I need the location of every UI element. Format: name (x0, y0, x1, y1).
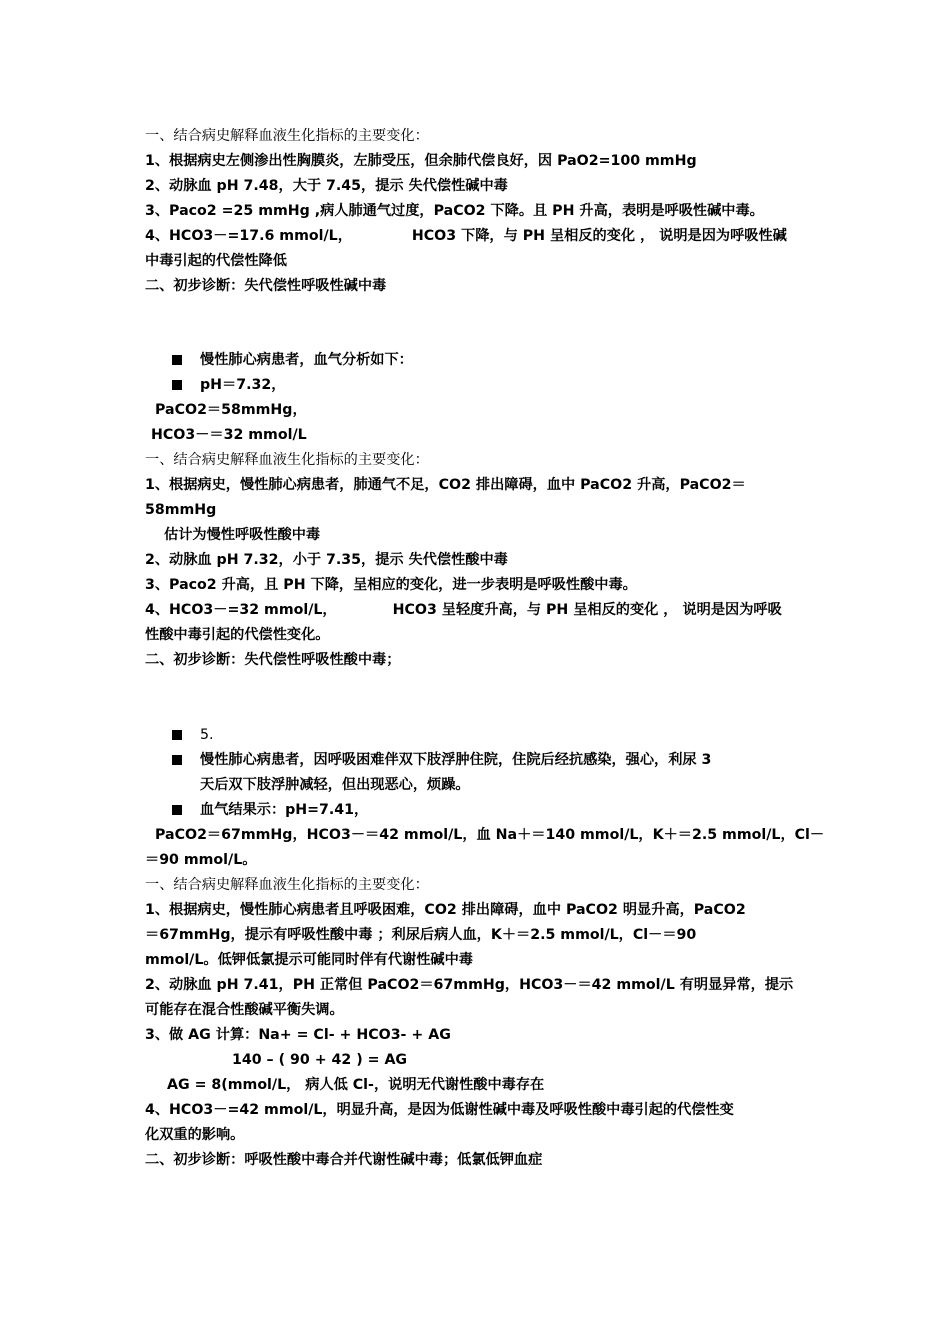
case2-item-1: 1、根据病史，慢性肺心病患者，肺通气不足，CO2 排出障碍，血中 PaCO2 升高，PaCO2＝ (145, 477, 746, 493)
case3-results: 血气结果示：pH=7.41， (200, 802, 369, 818)
case2-paco2: PaCO2＝58mmHg， (155, 402, 307, 418)
bullet-marker (172, 730, 182, 740)
case3-item-3: 3、做 AG 计算：Na+ = Cl- + HCO3- + AG (145, 1027, 451, 1043)
case3-history: 慢性肺心病患者，因呼吸困难伴双下肢浮肿住院，住院后经抗感染，强心，利尿 3 (200, 752, 712, 768)
case3-item-3-calculation: 140 – ( 90 + 42 ) = AG (232, 1052, 408, 1068)
case2-item-4-values: 4、HCO3－=32 mmol/L， (145, 602, 337, 618)
bullet-marker (172, 355, 182, 365)
case3-item-1: 1、根据病史，慢性肺心病患者且呼吸困难，CO2 排出障碍，血中 PaCO2 明显升高，PaCO2 (145, 902, 746, 918)
case1-item-4 (145, 226, 810, 246)
case2-section-heading: 一、结合病史解释血液生化指标的主要变化： (145, 452, 429, 468)
case2-hco3: HCO3－＝32 mmol/L (151, 427, 307, 443)
case3-item-4-continued: 化双重的影响。 (145, 1127, 245, 1143)
case3-item-3-result: AG = 8(mmol/L， 病人低 Cl-，说明无代谢性酸中毒存在 (167, 1077, 545, 1093)
case1-item-1: 1、根据病史左侧渗出性胸膜炎，左肺受压，但余肺代偿良好，因 PaO2=100 mmHg (145, 153, 697, 169)
case2-item-4 (145, 600, 810, 620)
case3-item-1-line-3: mmol/L。低钾低氯提示可能同时伴有代谢性碱中毒 (145, 952, 473, 968)
case1-diagnosis: 二、初步诊断：失代偿性呼吸性碱中毒 (145, 278, 387, 294)
case2-item-3: 3、Paco2 升高，且 PH 下降，呈相应的变化，进一步表明是呼吸性酸中毒。 (145, 577, 637, 593)
case3-number: 5. (200, 727, 214, 743)
case2-item-4-explanation: HCO3 呈轻度升高，与 PH 呈相反的变化 ， 说明是因为呼吸 (392, 602, 782, 618)
case3-diagnosis: 二、初步诊断：呼吸性酸中毒合并代谢性碱中毒；低氯低钾血症 (145, 1152, 543, 1168)
case1-item-4-continued: 中毒引起的代偿性降低 (145, 253, 287, 269)
case2-item-1-estimate: 估计为慢性呼吸性酸中毒 (164, 527, 321, 543)
bullet-marker (172, 755, 182, 765)
case3-values-continued: ＝90 mmol/L。 (145, 852, 257, 868)
case2-item-4-continued: 性酸中毒引起的代偿性变化。 (145, 627, 330, 643)
case2-bullet-intro: 慢性肺心病患者，血气分析如下： (200, 352, 413, 368)
bullet-marker (172, 805, 182, 815)
case3-item-2: 2、动脉血 pH 7.41，PH 正常但 PaCO2＝67mmHg，HCO3－＝42 mmol/L 有明显异常，提示 (145, 977, 794, 993)
case3-item-1-line-2: ＝67mmHg，提示有呼吸性酸中毒 ；利尿后病人血，K＋＝2.5 mmol/L，Cl－＝90 (145, 927, 697, 943)
case3-item-4: 4、HCO3－=42 mmol/L，明显升高，是因为低谢性碱中毒及呼吸性酸中毒引起的代偿性变 (145, 1102, 734, 1118)
case2-bullet-ph: pH＝7.32， (200, 377, 286, 393)
case2-item-1-value: 58mmHg (145, 502, 217, 518)
case2-diagnosis: 二、初步诊断：失代偿性呼吸性酸中毒； (145, 652, 401, 668)
case3-section-heading: 一、结合病史解释血液生化指标的主要变化： (145, 877, 429, 893)
case1-section-heading: 一、结合病史解释血液生化指标的主要变化： (145, 128, 429, 144)
case1-item-3: 3、Paco2 =25 mmHg ,病人肺通气过度，PaCO2 下降。且 PH 升高，表明是呼吸性碱中毒。 (145, 203, 764, 219)
case3-history-continued: 天后双下肢浮肿减轻，但出现恶心，烦躁。 (200, 777, 470, 793)
case1-item-2: 2、动脉血 pH 7.48，大于 7.45，提示 失代偿性碱中毒 (145, 178, 508, 194)
case3-values: PaCO2＝67mmHg，HCO3－＝42 mmol/L，血 Na＋＝140 mmol/L，K＋＝2.5 mmol/L，Cl－ (155, 827, 825, 843)
case3-item-2-continued: 可能存在混合性酸碱平衡失调。 (145, 1002, 344, 1018)
case2-item-2: 2、动脉血 pH 7.32，小于 7.35，提示 失代偿性酸中毒 (145, 552, 508, 568)
bullet-marker (172, 380, 182, 390)
case1-item-4-values: 4、HCO3－=17.6 mmol/L， (145, 228, 352, 244)
case1-item-4-explanation: HCO3 下降，与 PH 呈相反的变化 ， 说明是因为呼吸性碱 (411, 228, 787, 244)
